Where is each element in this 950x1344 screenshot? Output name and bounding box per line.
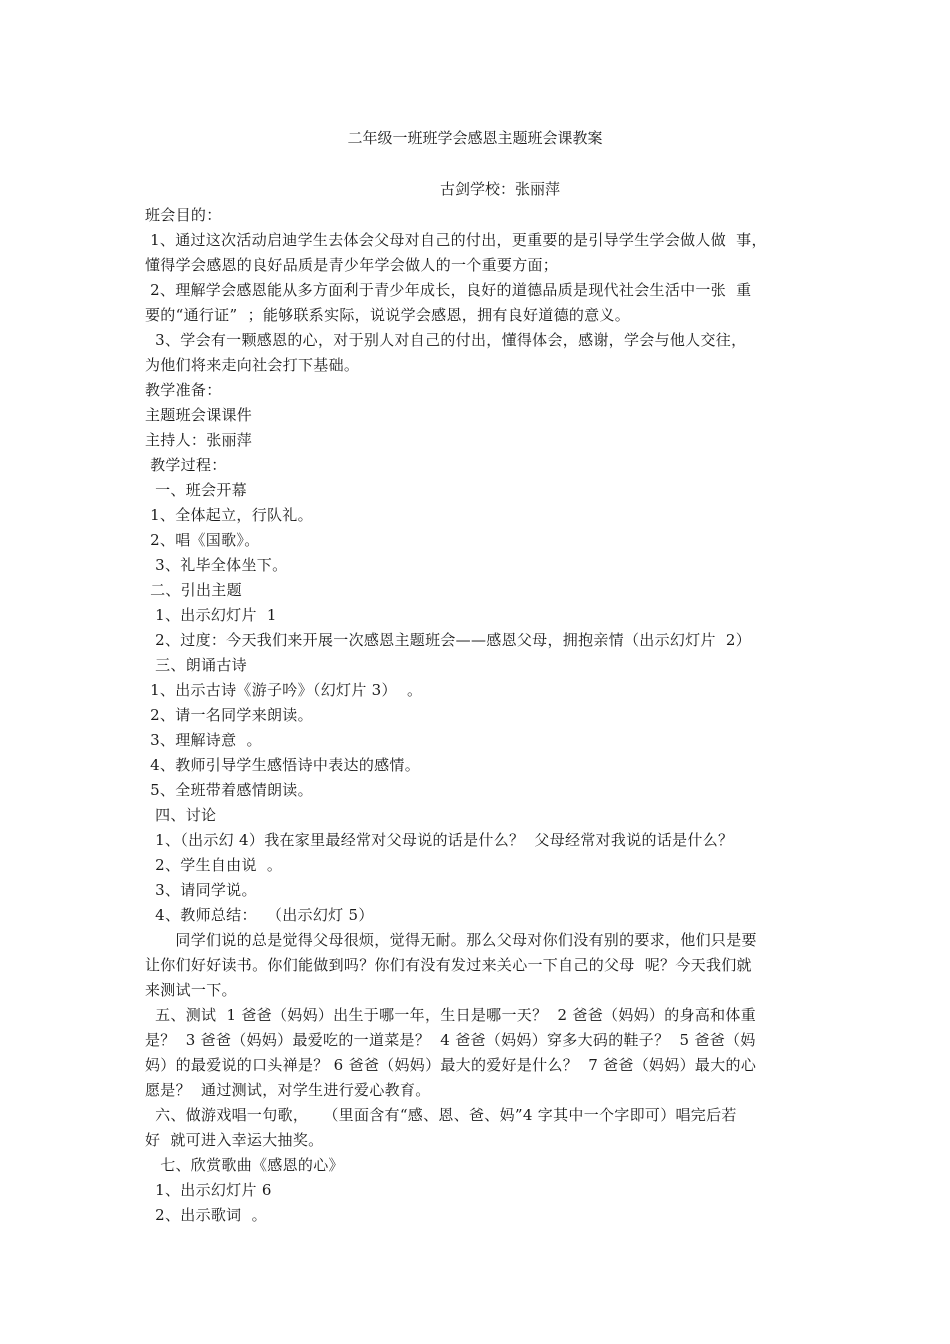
text-line: 教学准备： [145, 381, 222, 399]
text-line: 是？ 3 爸爸（妈妈）最爱吃的一道菜是？ 4 爸爸（妈妈）穿多大码的鞋子？ 5 爸爸（妈 [145, 1031, 756, 1049]
text-line: 妈）的最爱说的口头禅是？ 6 爸爸（妈妈）最大的爱好是什么？ 7 爸爸（妈妈）最大的心 [145, 1056, 757, 1074]
text-line: 七、欣赏歌曲《感恩的心》 [145, 1156, 344, 1174]
text-line: 2、出示歌词 。 [145, 1206, 267, 1224]
text-line: 让你们好好读书。你们能做到吗？你们有没有发过来关心一下自己的父母 呢？今天我们就 [145, 956, 752, 974]
text-line: 1、全体起立，行队礼。 [145, 506, 313, 524]
text-line: 3、请同学说。 [145, 881, 257, 899]
text-line: 2、请一名同学来朗读。 [145, 706, 313, 724]
text-line: 2、理解学会感恩能从多方面利于青少年成长，良好的道德品质是现代社会生活中一张 重 [145, 281, 752, 299]
text-line: 好 就可进入幸运大抽奖。 [145, 1131, 324, 1149]
text-line: 3、理解诗意 。 [145, 731, 262, 749]
text-line: 主题班会课课件 [145, 406, 253, 424]
text-line: 六、做游戏唱一句歌， （里面含有“感、恩、爸、妈”4 字其中一个字即可）唱完后若 [145, 1106, 737, 1124]
text-line: 3、学会有一颗感恩的心，对于别人对自己的付出，懂得体会，感谢，学会与他人交往， [145, 331, 747, 349]
text-line: 二、引出主题 [145, 581, 242, 599]
text-line: 三、朗诵古诗 [145, 656, 247, 674]
text-line: 要的“通行证” ；能够联系实际，说说学会感恩，拥有良好道德的意义。 [145, 306, 631, 324]
text-line: 1、出示幻灯片 1 [145, 606, 277, 624]
text-line: 4、教师引导学生感悟诗中表达的感情。 [145, 756, 421, 774]
text-line: 懂得学会感恩的良好品质是青少年学会做人的一个重要方面； [145, 256, 559, 274]
text-line: 愿是？ 通过测试，对学生进行爱心教育。 [145, 1081, 431, 1099]
document-body [145, 203, 813, 1228]
document-author: 古剑学校：张丽萍 [440, 180, 561, 198]
text-line: 同学们说的总是觉得父母很烦，觉得无耐。那么父母对你们没有别的要求，他们只是要 [145, 931, 757, 949]
text-line: 教学过程： [145, 456, 227, 474]
text-line: 四、讨论 [145, 806, 217, 824]
text-line: 2、学生自由说 。 [145, 856, 283, 874]
text-line: 班会目的： [145, 206, 222, 224]
text-line: 1、出示古诗《游子吟》（幻灯片 3） 。 [145, 681, 423, 699]
text-line: 五、测试 1 爸爸（妈妈）出生于哪一年，生日是哪一天？ 2 爸爸（妈妈）的身高和体重 [145, 1006, 757, 1024]
text-line: 1、通过这次活动启迪学生去体会父母对自己的付出，更重要的是引导学生学会做人做 事， [145, 231, 767, 249]
text-line: 来测试一下。 [145, 981, 237, 999]
text-line: 1、（出示幻 4）我在家里最经常对父母说的话是什么？ 父母经常对我说的话是什么？ [145, 831, 734, 849]
text-line: 2、唱《国歌》。 [145, 531, 260, 549]
text-line: 主持人：张丽萍 [145, 431, 253, 449]
text-line: 1、出示幻灯片 6 [145, 1181, 272, 1199]
text-line: 为他们将来走向社会打下基础。 [145, 356, 360, 374]
text-line: 3、礼毕全体坐下。 [145, 556, 288, 574]
document-title: 二年级一班班学会感恩主题班会课教案 [347, 129, 603, 147]
text-line: 2、过度：今天我们来开展一次感恩主题班会——感恩父母，拥抱亲情（出示幻灯片 2） [145, 631, 752, 649]
text-line: 4、教师总结： （出示幻灯 5） [145, 906, 374, 924]
text-line: 一、班会开幕 [145, 481, 247, 499]
text-line: 5、全班带着感情朗读。 [145, 781, 313, 799]
